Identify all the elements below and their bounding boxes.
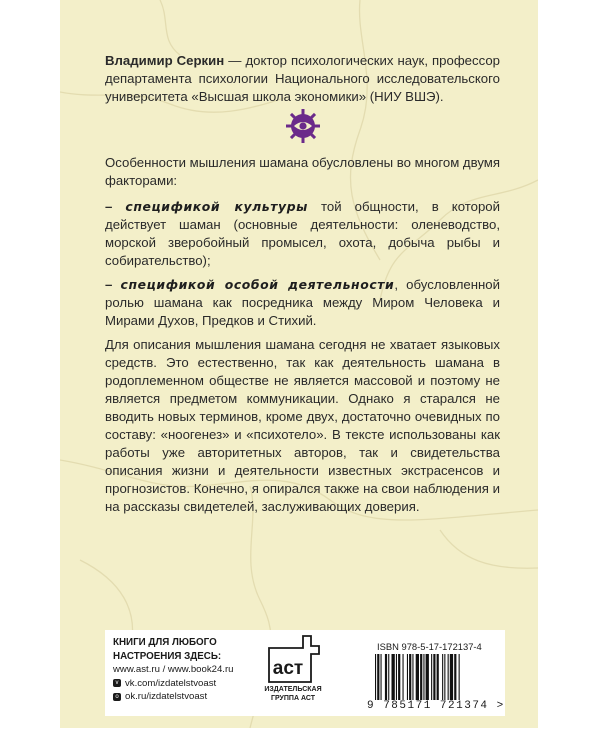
ok-icon: o: [113, 693, 121, 701]
author-bio-text: — доктор психологических наук, профессор департамента психологии Национального исследовательского университета «Высшая школа экономики» (НИУ ВШЭ).: [105, 53, 501, 104]
bullet-activity: [105, 276, 500, 330]
author-bio: [105, 52, 500, 106]
barcode-bar: [431, 654, 432, 700]
barcode-bar: [437, 654, 439, 700]
barcode-bar: [396, 654, 397, 700]
eye-gear-icon: [285, 108, 321, 144]
barcode-bar: [448, 654, 449, 700]
intro-paragraph: Особенности мышления шамана обусловлены во многом двумя факторами:: [105, 155, 500, 188]
barcode-bar: [403, 654, 404, 700]
barcode-bar: [385, 654, 387, 700]
promo-ok-row[interactable]: [113, 690, 263, 704]
barcode-digits: 9 785171 721374 >: [367, 700, 505, 712]
barcode-bar: [454, 654, 456, 700]
promo-sites-link[interactable]: www.ast.ru / www.book24.ru: [113, 664, 234, 675]
barcode-bar: [420, 654, 422, 700]
barcode-bar: [450, 654, 453, 700]
barcode-bar: [381, 654, 382, 700]
publisher-label-line2: ГРУППА АСТ: [271, 694, 315, 702]
barcode-bar: [423, 654, 424, 700]
barcode-bar: [377, 654, 379, 700]
publisher-footer: [105, 630, 505, 716]
barcode-bar: [433, 654, 435, 700]
bullet-dash: –: [105, 277, 121, 292]
description: [105, 154, 500, 524]
barcode-bar: [375, 654, 376, 700]
barcode-bar: [442, 654, 443, 700]
barcode-bar: [407, 654, 408, 700]
barcode-bar: [426, 654, 429, 700]
bullet-dash: –: [105, 199, 126, 214]
barcode-bar: [412, 654, 413, 700]
ast-logo: [267, 634, 321, 684]
barcode-bar: [409, 654, 411, 700]
bullet-culture-heading: спецификой культуры: [125, 199, 308, 214]
barcode-bar: [398, 654, 400, 700]
barcode: [373, 654, 498, 702]
author-name: Владимир Серкин: [105, 53, 225, 68]
vk-icon: v: [113, 679, 121, 687]
promo-header-line1: КНИГИ ДЛЯ ЛЮБОГО: [113, 637, 217, 648]
bullet-culture: [105, 198, 500, 270]
promo-ok-link[interactable]: ok.ru/izdatelstvoast: [125, 691, 208, 702]
barcode-bar: [444, 654, 445, 700]
barcode-bar: [459, 654, 460, 700]
publisher-label-line1: ИЗДАТЕЛЬСКАЯ: [264, 686, 322, 693]
publisher-label: [257, 686, 329, 703]
promo-vk-link[interactable]: vk.com/izdatelstvoast: [125, 677, 217, 689]
barcode-bar: [388, 654, 389, 700]
promo-vk-row[interactable]: [113, 677, 263, 691]
bullet-culture-text: той общности, в которой действует шаман (основные деятельности: оленеводство, морской зверобойный промысел, охота, добыча рыбы и собирательство);: [105, 199, 501, 268]
barcode-bar: [392, 654, 395, 700]
promo-header-line2: НАСТРОЕНИЯ ЗДЕСЬ:: [113, 650, 222, 662]
main-paragraph: Для описания мышления шамана сегодня не хватает языковых средств. Это естественно, так как деятельность шамана в родоплеменном обществе не является массовой и поэтому не является предметом коммуникации. Однако я старался не вводить новых терминов, кроме двух, достаточно очевидных по составу: «ноогенез» и «психотело». В тексте использованы как работы уже авторитетных авторов, так и свидетельства описания жизни и деятельности известных экстрасенсов и прогнозистов. Конечно, я опирался также на свои наблюдения и на рассказы свидетелей, заслуживающих доверия.: [105, 337, 500, 514]
ast-logo-text: аст: [272, 658, 304, 679]
barcode-bar: [416, 654, 419, 700]
isbn-label: ISBN 978-5-17-172137-4: [377, 641, 482, 652]
promo-block: [113, 636, 263, 704]
cover-background: [60, 0, 538, 728]
bullet-activity-heading: спецификой особой деятельности: [120, 277, 395, 292]
bullet-activity-text: , обусловленной ролью шамана как посредника между Миром Человека и Мирами Духов, Предков и Стихий.: [105, 277, 500, 328]
